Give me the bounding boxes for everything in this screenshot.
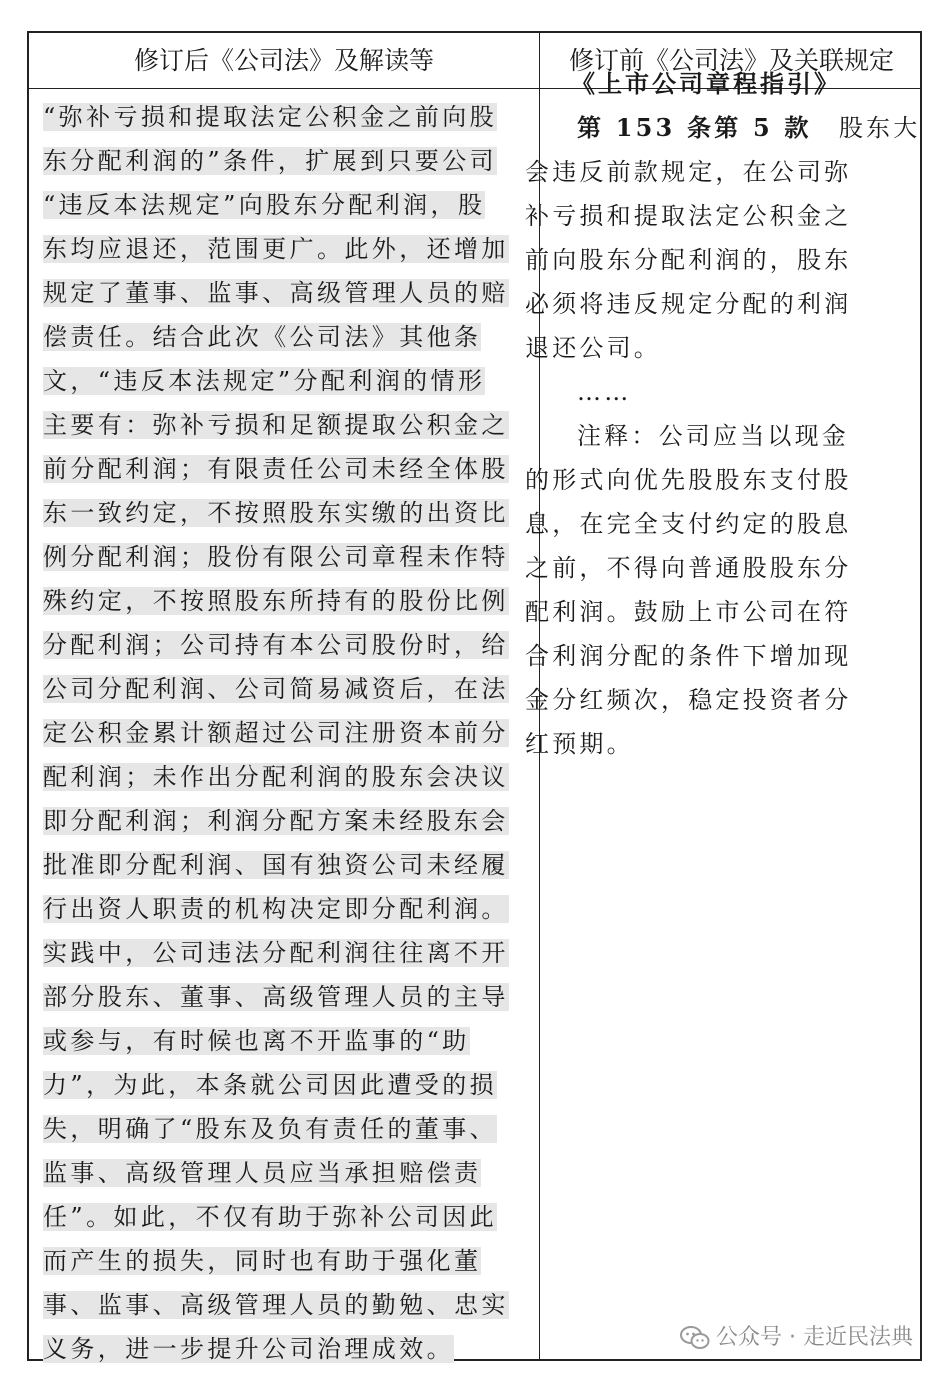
text-line: 部分股东、董事、高级管理人员的主导: [43, 983, 509, 1011]
watermark: [680, 1318, 913, 1358]
text-line: “违反本法规定”向股东分配利润，股: [43, 191, 486, 219]
text-line: 文，“违反本法规定”分配利润的情形: [43, 367, 486, 395]
text-line: 规定了董事、监事、高级管理人员的赔: [43, 279, 509, 307]
ellipsis: ……: [577, 378, 632, 406]
text-line: 东均应退还，范围更广。此外，还增加: [43, 235, 509, 263]
text-line: 即分配利润；利润分配方案未经股东会: [43, 807, 509, 835]
left-column-text: [43, 95, 527, 1371]
text-line: 例分配利润；股份有限公司章程未作特: [43, 543, 509, 571]
note-line: 红预期。: [525, 730, 634, 758]
text-line: 义务，进一步提升公司治理成效。: [43, 1335, 454, 1363]
text-line: 公司分配利润、公司简易减资后，在法: [43, 675, 509, 703]
text-line: 东一致约定，不按照股东实缴的出资比: [43, 499, 509, 527]
note-line: 之前，不得向普通股股东分: [525, 554, 852, 582]
text-line: 批准即分配利润、国有独资公司未经履: [43, 851, 509, 879]
header-right: 修订前《公司法》及关联规定: [568, 46, 894, 75]
article-label: 第 153 条第 5 款: [577, 113, 812, 142]
article-text-start: 股东大: [838, 114, 921, 142]
text-line: 实践中，公司违法分配利润往往离不开: [43, 939, 509, 967]
article-line: 补亏损和提取法定公积金之: [525, 202, 852, 230]
text-line: 失，明确了“股东及负有责任的董事、: [43, 1115, 498, 1143]
text-line: 力”，为此，本条就公司因此遭受的损: [43, 1071, 498, 1099]
text-line: “弥补亏损和提取法定公积金之前向股: [43, 103, 498, 131]
article-line: 会违反前款规定，在公司弥: [525, 158, 852, 186]
note-line: 息，在完全支付约定的股息: [525, 510, 852, 538]
text-line: 东分配利润的”条件，扩展到只要公司: [43, 147, 498, 175]
article-line: 前向股东分配利润的，股东: [525, 246, 852, 274]
note-line: 合利润分配的条件下增加现: [525, 642, 852, 670]
wechat-icon: [680, 1325, 710, 1351]
text-line: 偿责任。结合此次《公司法》其他条: [43, 323, 482, 351]
right-column-text: [525, 62, 921, 766]
text-line: 主要有：弥补亏损和足额提取公积金之: [43, 411, 509, 439]
note-line: 的形式向优先股股东支付股: [525, 466, 852, 494]
text-line: 事、监事、高级管理人员的勤勉、忠实: [43, 1291, 509, 1319]
note-line: 配利润。鼓励上市公司在符: [525, 598, 852, 626]
text-line: 分配利润；公司持有本公司股份时，给: [43, 631, 509, 659]
text-line: 配利润；未作出分配利润的股东会决议: [43, 763, 509, 791]
text-line: 定公积金累计额超过公司注册资本前分: [43, 719, 509, 747]
text-line: 殊约定，不按照股东所持有的股份比例: [43, 587, 509, 615]
article-line: 必须将违反规定分配的利润: [525, 290, 852, 318]
regulation-title: 《上市公司章程指引》: [571, 69, 841, 98]
text-line: 行出资人职责的机构决定即分配利润。: [43, 895, 509, 923]
header-left: 修订后《公司法》及解读等: [133, 46, 434, 75]
watermark-text: 公众号 · 走近民法典: [716, 1325, 913, 1350]
note-line: 金分红频次，稳定投资者分: [525, 686, 852, 714]
article-line: 退还公司。: [525, 334, 661, 362]
article-first-line: [525, 106, 921, 150]
text-line: 任”。如此，不仅有助于弥补公司因此: [43, 1203, 498, 1231]
text-line: 或参与，有时候也离不开监事的“助: [43, 1027, 470, 1055]
note-first-line: 注释：公司应当以现金: [577, 422, 849, 450]
text-line: 监事、高级管理人员应当承担赔偿责: [43, 1159, 482, 1187]
text-line: 前分配利润；有限责任公司未经全体股: [43, 455, 509, 483]
text-line: 而产生的损失，同时也有助于强化董: [43, 1247, 482, 1275]
